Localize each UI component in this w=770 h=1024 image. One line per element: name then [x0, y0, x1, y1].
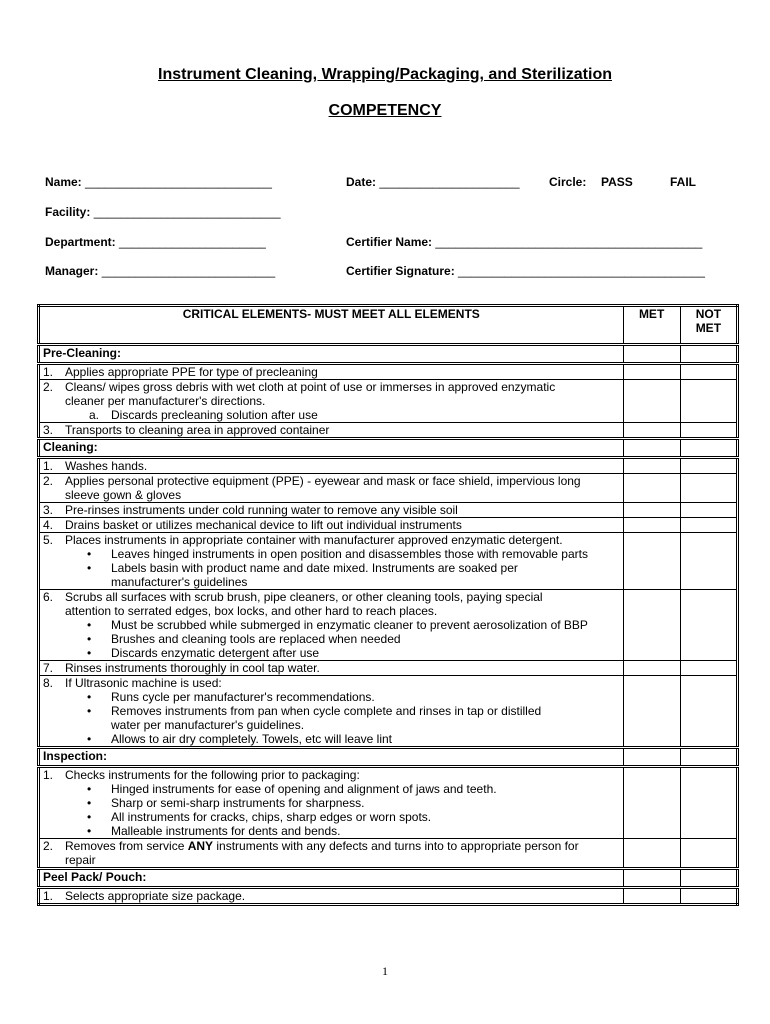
bullet-icon: •	[87, 732, 92, 746]
table-row	[39, 888, 738, 905]
not-met-checkbox[interactable]	[680, 345, 737, 364]
not-met-checkbox[interactable]	[680, 839, 737, 869]
facility-line[interactable]: ____________________________	[93, 205, 281, 219]
bullet-icon: •	[87, 796, 92, 810]
department-field[interactable]	[45, 235, 266, 249]
bullet-icon: •	[87, 561, 92, 575]
item-text: Applies appropriate PPE for type of precleaning	[65, 365, 318, 379]
table-row	[39, 364, 738, 380]
name-line[interactable]: ____________________________	[85, 175, 272, 189]
table-row	[39, 423, 738, 439]
item-number: 2.	[43, 839, 54, 853]
not-met-checkbox[interactable]	[680, 518, 737, 533]
not-met-header-line1: NOT	[695, 307, 722, 321]
item-text: repair	[65, 853, 96, 867]
bullet-icon: •	[87, 618, 92, 632]
item-number: 1.	[43, 768, 54, 782]
sub-item-letter: a.	[89, 408, 100, 422]
met-checkbox[interactable]	[623, 888, 680, 905]
bullet-icon: •	[87, 824, 92, 838]
not-met-checkbox[interactable]	[680, 590, 737, 661]
item-text: If Ultrasonic machine is used:	[65, 676, 222, 690]
met-checkbox[interactable]	[623, 661, 680, 676]
certifier-signature-line[interactable]: _____________________________________	[458, 264, 705, 278]
item-number: 5.	[43, 533, 54, 547]
facility-field[interactable]	[45, 205, 281, 219]
circle-label: Circle:	[549, 175, 587, 189]
item-text: attention to serrated edges, box locks, and other hard to reach places.	[65, 604, 438, 618]
item-text: Washes hands.	[65, 459, 148, 473]
certifier-signature-label: Certifier Signature:	[346, 264, 455, 278]
item-text: Scrubs all surfaces with scrub brush, pipe cleaners, or other cleaning tools, paying special	[65, 590, 543, 604]
date-field[interactable]	[346, 175, 520, 189]
item-text: Pre-rinses instruments under cold running water to remove any visible soil	[65, 503, 458, 517]
not-met-checkbox[interactable]	[680, 767, 737, 839]
met-checkbox[interactable]	[623, 423, 680, 439]
not-met-header	[680, 306, 737, 345]
fail-option[interactable]: FAIL	[670, 175, 696, 189]
section-cleaning	[39, 439, 738, 458]
bullet-text: All instruments for cracks, chips, sharp edges or worn spots.	[111, 810, 432, 824]
section-title: Pre-Cleaning:	[39, 345, 624, 364]
document-title: Instrument Cleaning, Wrapping/Packaging, and Sterilization	[158, 66, 612, 83]
item-text: sleeve gown & gloves	[65, 488, 182, 502]
table-header-row	[39, 306, 738, 345]
manager-field[interactable]	[45, 264, 275, 278]
section-peel-pack	[39, 869, 738, 888]
document-subtitle: COMPETENCY	[328, 102, 442, 119]
item-text: Applies personal protective equipment (PPE) - eyewear and mask or face shield, impervious long	[65, 474, 581, 488]
department-label: Department:	[45, 235, 116, 249]
sub-item-text: Discards precleaning solution after use	[111, 408, 318, 422]
met-checkbox[interactable]	[623, 474, 680, 503]
section-title: Inspection:	[39, 748, 624, 767]
section-title: Cleaning:	[39, 439, 624, 458]
table-row	[39, 661, 738, 676]
item-text: Checks instruments for the following prior to packaging:	[65, 768, 360, 782]
item-number: 1.	[43, 889, 54, 903]
item-text-emphasis: ANY	[187, 839, 214, 853]
item-number: 2.	[43, 380, 54, 394]
item-text: Removes from service	[65, 839, 188, 853]
not-met-checkbox[interactable]	[680, 503, 737, 518]
item-number: 6.	[43, 590, 54, 604]
not-met-checkbox[interactable]	[680, 888, 737, 905]
not-met-checkbox[interactable]	[680, 439, 737, 458]
not-met-checkbox[interactable]	[680, 380, 737, 423]
item-text: cleaner per manufacturer's directions.	[65, 394, 266, 408]
met-checkbox[interactable]	[623, 380, 680, 423]
table-row	[39, 590, 738, 661]
item-number: 1.	[43, 365, 54, 379]
bullet-icon: •	[87, 810, 92, 824]
table-row	[39, 518, 738, 533]
bullet-icon: •	[87, 704, 92, 718]
not-met-checkbox[interactable]	[680, 676, 737, 748]
not-met-checkbox[interactable]	[680, 748, 737, 767]
not-met-checkbox[interactable]	[680, 661, 737, 676]
item-number: 8.	[43, 676, 54, 690]
section-title: Peel Pack/ Pouch:	[39, 869, 624, 888]
table-row	[39, 503, 738, 518]
item-text: Places instruments in appropriate container with manufacturer approved enzymatic detergent.	[65, 533, 563, 547]
bullet-icon: •	[87, 646, 92, 660]
item-text: Selects appropriate size package.	[65, 889, 246, 903]
bullet-icon: •	[87, 547, 92, 561]
bullet-text: Hinged instruments for ease of opening and alignment of jaws and teeth.	[111, 782, 497, 796]
date-label: Date:	[346, 175, 377, 189]
bullet-text: manufacturer's guidelines	[111, 575, 248, 589]
item-text: Rinses instruments thoroughly in cool tap water.	[65, 661, 320, 675]
page-number: 1	[382, 964, 388, 978]
bullet-text: Brushes and cleaning tools are replaced when needed	[111, 632, 401, 646]
not-met-checkbox[interactable]	[680, 423, 737, 439]
item-number: 3.	[43, 503, 54, 517]
bullet-text: water per manufacturer's guidelines.	[111, 718, 305, 732]
not-met-header-line2: MET	[695, 321, 722, 335]
bullet-icon: •	[87, 632, 92, 646]
section-precleaning	[39, 345, 738, 364]
met-checkbox[interactable]	[623, 533, 680, 590]
met-checkbox[interactable]	[623, 503, 680, 518]
bullet-icon: •	[87, 782, 92, 796]
department-line[interactable]: ______________________	[119, 235, 266, 249]
bullet-text: Leaves hinged instruments in open position and disassembles those with removable parts	[111, 547, 588, 561]
table-row	[39, 458, 738, 474]
table-row	[39, 533, 738, 590]
item-text: instruments with any defects and turns into to appropriate person for	[213, 839, 579, 853]
met-checkbox[interactable]	[623, 590, 680, 661]
item-text: Cleans/ wipes gross debris with wet cloth at point of use or immerses in approved enzymatic	[65, 380, 556, 394]
bullet-text: Allows to air dry completely. Towels, etc will leave lint	[111, 732, 392, 746]
met-header: MET	[623, 306, 680, 345]
not-met-checkbox[interactable]	[680, 474, 737, 503]
name-label: Name:	[45, 175, 82, 189]
not-met-checkbox[interactable]	[680, 533, 737, 590]
met-checkbox[interactable]	[623, 748, 680, 767]
pass-option[interactable]: PASS	[601, 175, 633, 189]
certifier-name-field[interactable]	[346, 235, 702, 249]
bullet-icon: •	[87, 690, 92, 704]
name-field[interactable]	[45, 175, 272, 189]
met-checkbox[interactable]	[623, 767, 680, 839]
met-checkbox[interactable]	[623, 676, 680, 748]
item-number: 4.	[43, 518, 54, 532]
table-row	[39, 474, 738, 503]
met-checkbox[interactable]	[623, 345, 680, 364]
met-checkbox[interactable]	[623, 518, 680, 533]
item-number: 2.	[43, 474, 54, 488]
not-met-checkbox[interactable]	[680, 364, 737, 380]
table-row	[39, 767, 738, 839]
date-line[interactable]: _____________________	[379, 175, 520, 189]
bullet-text: Must be scrubbed while submerged in enzymatic cleaner to prevent aerosolization of BBP	[111, 618, 588, 632]
bullet-text: Runs cycle per manufacturer's recommendations.	[111, 690, 375, 704]
certifier-name-line[interactable]: ________________________________________	[435, 235, 703, 249]
met-checkbox[interactable]	[623, 364, 680, 380]
met-checkbox[interactable]	[623, 458, 680, 474]
item-number: 1.	[43, 459, 54, 473]
item-text: Drains basket or utilizes mechanical device to lift out individual instruments	[65, 518, 462, 532]
bullet-text: Removes instruments from pan when cycle complete and rinses in tap or distilled	[111, 704, 542, 718]
item-number: 3.	[43, 423, 54, 437]
competency-table	[37, 304, 739, 906]
item-number: 7.	[43, 661, 54, 675]
bullet-text: Malleable instruments for dents and bends.	[111, 824, 341, 838]
manager-line[interactable]: __________________________	[101, 264, 276, 278]
not-met-checkbox[interactable]	[680, 869, 737, 888]
not-met-checkbox[interactable]	[680, 458, 737, 474]
bullet-text: Labels basin with product name and date mixed. Instruments are soaked per	[111, 561, 518, 575]
met-checkbox[interactable]	[623, 439, 680, 458]
certifier-name-label: Certifier Name:	[346, 235, 433, 249]
table-row	[39, 839, 738, 869]
manager-label: Manager:	[45, 264, 99, 278]
item-text: Transports to cleaning area in approved container	[65, 423, 330, 437]
met-checkbox[interactable]	[623, 869, 680, 888]
bullet-text: Sharp or semi-sharp instruments for sharpness.	[111, 796, 365, 810]
facility-label: Facility:	[45, 205, 91, 219]
table-row	[39, 380, 738, 423]
critical-elements-header: CRITICAL ELEMENTS- MUST MEET ALL ELEMENTS	[39, 306, 624, 345]
met-checkbox[interactable]	[623, 839, 680, 869]
certifier-signature-field[interactable]	[346, 264, 705, 278]
bullet-text: Discards enzymatic detergent after use	[111, 646, 320, 660]
section-inspection	[39, 748, 738, 767]
table-row	[39, 676, 738, 748]
